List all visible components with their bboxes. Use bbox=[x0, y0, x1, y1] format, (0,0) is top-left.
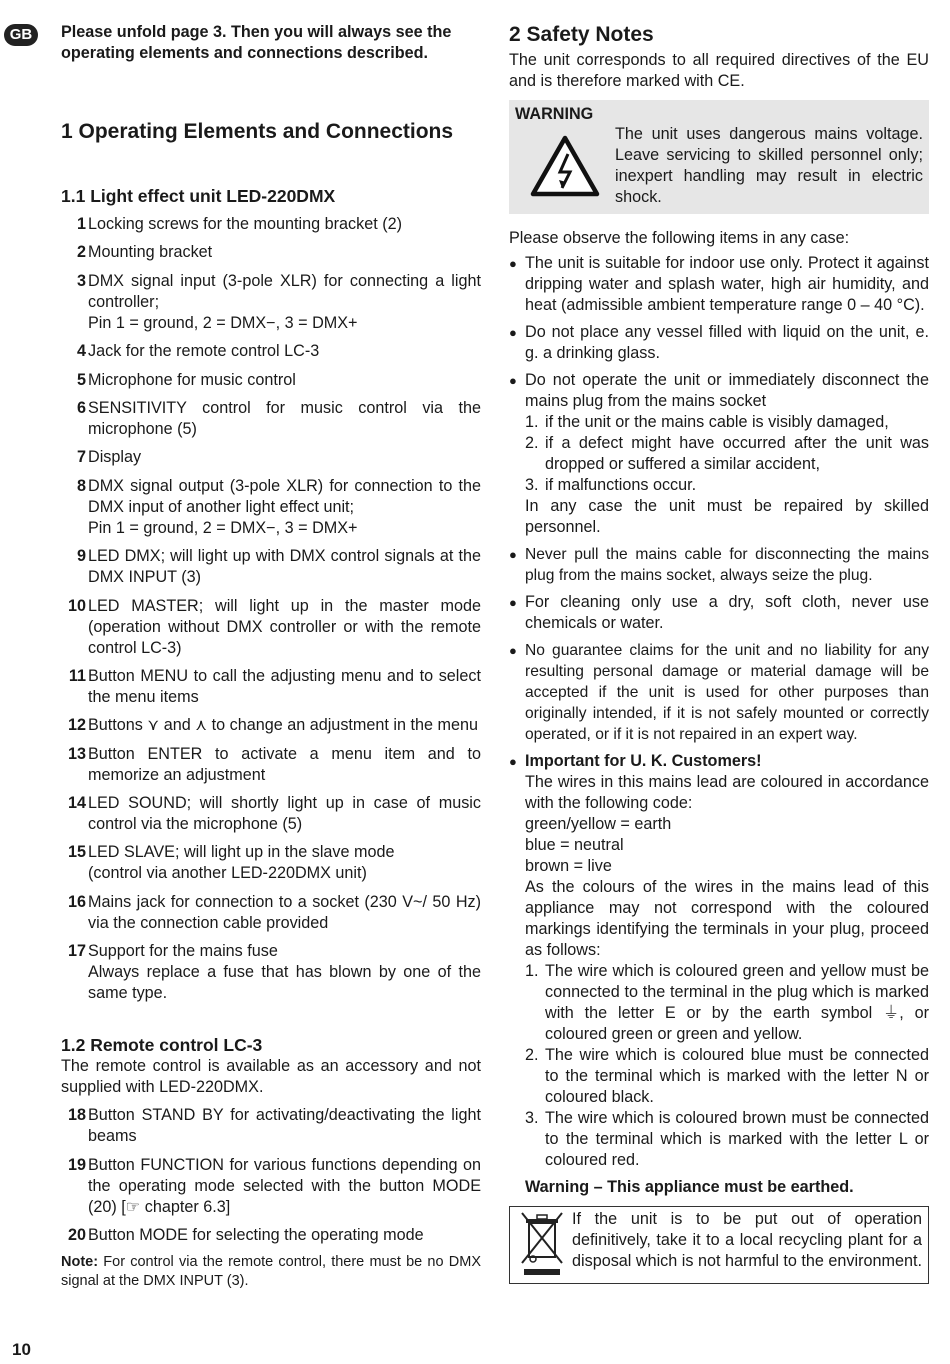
element-item-13 bbox=[61, 744, 481, 786]
bullet-icon: ● bbox=[509, 373, 517, 388]
step-text: The wire which is coloured green and yellow must be connected to the terminal in the plug which is marked with the letter E or by the earth symbol ⏚, or coloured green or green and yellow. bbox=[545, 962, 929, 1043]
element-item-6 bbox=[61, 398, 481, 440]
element-item-16 bbox=[61, 892, 481, 934]
note-text: For control via the remote control, there must be no DMX signal at the DMX INPUT (3). bbox=[61, 1254, 481, 1290]
section-1-heading: 1 Operating Elements and Connections bbox=[61, 120, 454, 143]
item-number: 19 bbox=[67, 1155, 86, 1174]
step-number: 3. bbox=[525, 476, 539, 494]
bullet-icon: ● bbox=[509, 547, 517, 562]
item-text bbox=[87, 941, 481, 1004]
item-text bbox=[87, 242, 481, 263]
bullet-icon: ● bbox=[509, 643, 517, 658]
item-line: Jack for the remote control LC-3 bbox=[88, 342, 320, 361]
element-item-7 bbox=[61, 447, 481, 468]
item-line: DMX signal input (3-pole XLR) for connecting a light controller; bbox=[88, 271, 481, 311]
note-label: Note: bbox=[61, 1254, 99, 1271]
item-number: 15 bbox=[67, 843, 86, 862]
item-number: 20 bbox=[67, 1226, 86, 1245]
item-number: 6 bbox=[76, 398, 86, 417]
item-text bbox=[87, 1155, 481, 1218]
element-item-17 bbox=[61, 941, 481, 1004]
item-line: Button ENTER to activate a menu item and to memorize an adjustment bbox=[88, 744, 481, 784]
remote-intro: The remote control is available as an accessory and not supplied with LED-220DMX. bbox=[61, 1057, 481, 1097]
item-line: Support for the mains fuse bbox=[88, 942, 278, 961]
item-line: LED DMX; will light up with DMX control signals at the DMX INPUT (3) bbox=[88, 547, 481, 587]
item-line: Button MODE for selecting the operating mode bbox=[88, 1226, 424, 1245]
bullet-pull-cable bbox=[509, 544, 929, 586]
bullet-guarantee bbox=[509, 640, 929, 745]
item-text bbox=[87, 744, 481, 786]
bullet-text: Do not place any vessel filled with liquid on the unit, e. g. a drinking glass. bbox=[525, 323, 929, 362]
numbered-step bbox=[525, 433, 929, 475]
bullet-icon: ● bbox=[509, 256, 517, 271]
bullet-text: For cleaning only use a dry, soft cloth, never use chemicals or water. bbox=[525, 593, 929, 632]
crossed-bin-icon bbox=[514, 1209, 570, 1281]
item-text bbox=[87, 398, 481, 440]
item-line: Locking screws for the mounting bracket (2) bbox=[88, 215, 402, 233]
numbered-step bbox=[525, 1108, 929, 1171]
item-number: 17 bbox=[67, 942, 86, 961]
item-text bbox=[87, 476, 481, 539]
item-line: SENSITIVITY control for music control via the microphone (5) bbox=[88, 398, 481, 438]
element-item-2 bbox=[61, 242, 481, 263]
safety-intro: The unit corresponds to all required directives of the EU and is therefore marked with CE. bbox=[509, 51, 929, 90]
item-line: Button MENU to call the adjusting menu and to select the menu items bbox=[88, 666, 481, 706]
element-item-20 bbox=[61, 1225, 481, 1246]
step-number: 1. bbox=[525, 962, 539, 980]
recycling-box bbox=[509, 1206, 929, 1284]
bullet-text: The unit is suitable for indoor use only. Protect it against dripping water and splash water, high air humidity, and heat (admissible ambient temperature range 0 – 40 °C). bbox=[525, 254, 929, 314]
item-number: 16 bbox=[67, 892, 86, 911]
item-number: 13 bbox=[67, 744, 86, 763]
element-item-8 bbox=[61, 476, 481, 539]
left-column bbox=[61, 22, 481, 1291]
item-line: Button FUNCTION for various functions depending on the operating mode selected with the button MODE (20) [☞ chapter 6.3] bbox=[88, 1155, 481, 1216]
item-text bbox=[87, 793, 481, 835]
section-2-heading: 2 Safety Notes bbox=[509, 23, 654, 46]
item-line: Display bbox=[88, 448, 142, 467]
observe-text: Please observe the following items in any case: bbox=[509, 229, 850, 247]
warning-box bbox=[509, 100, 929, 214]
recycling-text: If the unit is to be put out of operation definitively, take it to a local recycling plant for a disposal which is not harmful to the environment. bbox=[572, 1210, 923, 1270]
item-text bbox=[87, 596, 481, 659]
warning-text: The unit uses dangerous mains voltage. Leave servicing to skilled personnel only; inexpert handling may result in electric shock. bbox=[615, 125, 923, 206]
uk-code-neutral: blue = neutral bbox=[525, 836, 624, 854]
bullet-icon: ● bbox=[509, 595, 517, 610]
bullet-icon: ● bbox=[509, 754, 517, 769]
uk-instructions: As the colours of the wires in the mains lead of this appliance may not correspond with the coloured markings identifying the terminals in your plug, proceed as follows: bbox=[525, 878, 929, 959]
item-number: 9 bbox=[76, 547, 86, 566]
item-line: Always replace a fuse that has blown by one of the same type. bbox=[88, 963, 481, 1003]
item-text bbox=[87, 715, 481, 736]
language-badge: GB bbox=[4, 24, 38, 46]
step-text: if malfunctions occur. bbox=[545, 476, 697, 494]
operating-elements-list bbox=[61, 214, 481, 1004]
bullet-do-not-operate bbox=[509, 370, 929, 538]
step-text: The wire which is coloured blue must be connected to the terminal which is marked with the letter N or coloured black. bbox=[545, 1046, 929, 1106]
numbered-step bbox=[525, 1045, 929, 1108]
step-text: if the unit or the mains cable is visibly damaged, bbox=[545, 413, 889, 431]
item-line: DMX signal output (3-pole XLR) for connection to the DMX input of another light effect unit; bbox=[88, 476, 481, 516]
element-item-3 bbox=[61, 271, 481, 334]
page-number: 10 bbox=[12, 1340, 31, 1359]
earthed-warning: Warning – This appliance must be earthed. bbox=[525, 1178, 854, 1196]
item-line: LED SLAVE; will light up in the slave mode bbox=[88, 843, 395, 862]
uk-code-live: brown = live bbox=[525, 857, 612, 875]
item-text bbox=[87, 1225, 481, 1246]
bullet-text: No guarantee claims for the unit and no liability for any resulting personal damage or material damage will be accepted if the unit is used for other purposes than originally intended, if it is not safely mounted or correctly operated, or if it is not repaired in an expert way. bbox=[525, 642, 929, 743]
subsection-1-2-heading: 1.2 Remote control LC-3 bbox=[61, 1035, 263, 1056]
item-number: 12 bbox=[67, 716, 86, 735]
remote-elements-list bbox=[61, 1105, 481, 1246]
element-item-15 bbox=[61, 842, 481, 884]
element-item-10 bbox=[61, 596, 481, 659]
unfold-instruction: Please unfold page 3. Then you will always see the operating elements and connections described. bbox=[61, 23, 452, 62]
numbered-step bbox=[525, 412, 929, 433]
step-number: 2. bbox=[525, 1046, 539, 1064]
element-item-14 bbox=[61, 793, 481, 835]
item-text bbox=[87, 341, 481, 362]
step-number: 1. bbox=[525, 413, 539, 431]
repair-note: In any case the unit must be repaired by skilled personnel. bbox=[525, 497, 929, 536]
bullet-icon: ● bbox=[509, 325, 517, 340]
element-item-18 bbox=[61, 1105, 481, 1147]
subsection-1-1-heading: 1.1 Light effect unit LED-220DMX bbox=[61, 186, 336, 206]
item-line: Buttons ⋎ and ⋏ to change an adjustment in the menu bbox=[88, 716, 478, 735]
item-text bbox=[87, 546, 481, 588]
item-number: 2 bbox=[76, 243, 86, 262]
item-number: 5 bbox=[76, 370, 86, 389]
item-number: 18 bbox=[67, 1106, 86, 1125]
item-number: 14 bbox=[67, 794, 86, 813]
item-line: Button STAND BY for activating/deactivating the light beams bbox=[88, 1106, 481, 1146]
step-text: The wire which is coloured brown must be connected to the terminal which is marked with the letter L or coloured red. bbox=[545, 1109, 929, 1169]
item-text bbox=[87, 666, 481, 708]
item-line: Mounting bracket bbox=[88, 243, 213, 262]
item-line: Pin 1 = ground, 2 = DMX−, 3 = DMX+ bbox=[88, 313, 358, 332]
element-item-1 bbox=[61, 214, 481, 235]
bullet-cleaning bbox=[509, 592, 929, 634]
element-item-5 bbox=[61, 370, 481, 391]
element-item-4 bbox=[61, 341, 481, 362]
step-number: 3. bbox=[525, 1109, 539, 1127]
item-number: 11 bbox=[68, 666, 86, 685]
element-item-19 bbox=[61, 1155, 481, 1218]
bullet-text: Never pull the mains cable for disconnecting the mains plug from the mains socket, always seize the plug. bbox=[525, 546, 929, 584]
element-item-9 bbox=[61, 546, 481, 588]
element-item-11 bbox=[61, 666, 481, 708]
item-number: 10 bbox=[67, 596, 86, 615]
step-number: 2. bbox=[525, 434, 539, 452]
item-number: 1 bbox=[76, 215, 86, 233]
step-text: if a defect might have occurred after the unit was dropped or suffered a similar accident, bbox=[545, 434, 929, 473]
item-number: 4 bbox=[76, 342, 86, 361]
uk-code-earth: green/yellow = earth bbox=[525, 815, 672, 833]
item-line: LED SOUND; will shortly light up in case of music control via the microphone (5) bbox=[88, 794, 481, 834]
right-column bbox=[509, 22, 929, 1284]
item-text bbox=[87, 214, 481, 235]
element-item-12 bbox=[61, 715, 481, 736]
item-line: Mains jack for connection to a socket (230 V~/ 50 Hz) via the connection cable provided bbox=[88, 892, 481, 932]
item-number: 8 bbox=[76, 476, 86, 495]
uk-intro: The wires in this mains lead are coloured in accordance with the following code: bbox=[525, 773, 929, 812]
bullet-liquid bbox=[509, 322, 929, 364]
item-text bbox=[87, 447, 481, 468]
warning-title: WARNING bbox=[515, 105, 594, 123]
item-number: 7 bbox=[76, 448, 86, 467]
item-text bbox=[87, 271, 481, 334]
bullet-text: Do not operate the unit or immediately disconnect the mains plug from the mains socket bbox=[525, 371, 929, 410]
bullet-uk-customers bbox=[509, 751, 929, 1198]
item-line: (control via another LED-220DMX unit) bbox=[88, 864, 367, 883]
high-voltage-warning-icon bbox=[515, 124, 615, 208]
item-number: 3 bbox=[76, 271, 86, 290]
item-text bbox=[87, 842, 481, 884]
item-line: LED MASTER; will light up in the master mode (operation without DMX controller or with the remote control LC-3) bbox=[88, 596, 481, 657]
uk-title: Important for U. K. Customers! bbox=[525, 752, 762, 770]
item-text bbox=[87, 892, 481, 934]
item-line: Microphone for music control bbox=[88, 370, 296, 389]
remote-note bbox=[61, 1253, 481, 1291]
item-text bbox=[87, 370, 481, 391]
bullet-indoor bbox=[509, 253, 929, 316]
item-line: Pin 1 = ground, 2 = DMX−, 3 = DMX+ bbox=[88, 518, 358, 537]
numbered-step bbox=[525, 475, 929, 496]
item-text bbox=[87, 1105, 481, 1147]
numbered-step bbox=[525, 961, 929, 1045]
